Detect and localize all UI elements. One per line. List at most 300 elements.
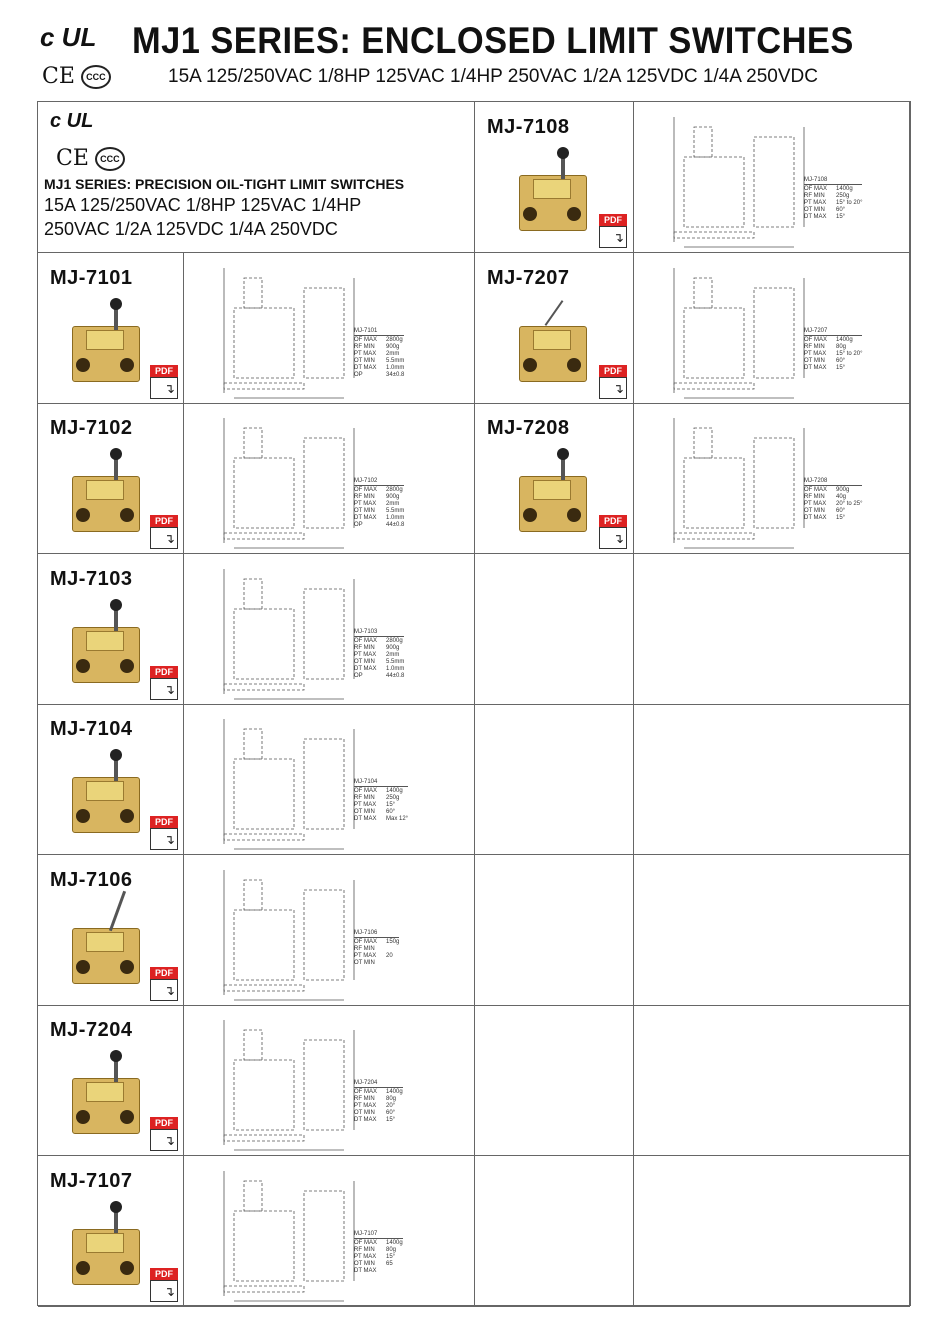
- spec-value: 900g: [386, 645, 400, 651]
- spec-value: 1.0mm: [386, 515, 405, 521]
- spec-key: RF MIN: [804, 193, 825, 199]
- switch-label-plate: [86, 1082, 124, 1102]
- model-label: MJ-7108: [487, 116, 570, 138]
- ul-certification-logo: c UL: [40, 22, 97, 52]
- spec-key: OT MIN: [354, 358, 375, 364]
- spec-row: [804, 207, 862, 214]
- spec-row: [354, 372, 404, 379]
- drawing-outline: [224, 533, 304, 539]
- spec-key: PT MAX: [804, 200, 827, 206]
- drawing-outline: [754, 288, 794, 378]
- spec-key: OF MAX: [354, 1089, 378, 1095]
- ul-certification-logo: c UL: [50, 110, 94, 132]
- spec-key: OT MIN: [354, 659, 375, 665]
- spec-value: 1400g: [836, 186, 853, 192]
- spec-value: 1400g: [386, 1089, 403, 1095]
- empty-cell: [475, 1005, 634, 1156]
- pdf-download-icon[interactable]: [150, 816, 180, 850]
- empty-cell: [634, 855, 910, 1006]
- spec-row: [804, 515, 862, 522]
- pdf-download-icon[interactable]: [150, 1268, 180, 1302]
- limit-switch-photo: [66, 448, 146, 538]
- pdf-download-icon[interactable]: [599, 515, 629, 549]
- drawing-outline: [244, 579, 262, 609]
- spec-key: PT MAX: [354, 953, 377, 959]
- drawing-outline: [244, 1181, 262, 1211]
- spec-row: [354, 1096, 403, 1103]
- spec-key: OF MAX: [354, 487, 378, 493]
- model-label: MJ-7104: [50, 718, 133, 740]
- download-arrow-icon: ↴: [164, 1284, 175, 1299]
- spec-key: OT MIN: [354, 809, 375, 815]
- spec-value: 15° to 20°: [836, 351, 863, 357]
- spec-key: DT MAX: [354, 515, 377, 521]
- spec-row: [354, 939, 399, 946]
- mounting-hole: [120, 1261, 134, 1275]
- spec-value: 60°: [386, 1110, 396, 1116]
- drawing-outline: [244, 1030, 262, 1060]
- spec-table: [354, 930, 399, 967]
- spec-value: 20°: [386, 1103, 396, 1109]
- spec-row: [804, 214, 862, 221]
- switch-label-plate: [86, 330, 124, 350]
- model-label: MJ-7103: [50, 568, 133, 590]
- spec-row: [804, 508, 862, 515]
- drawing-outline: [674, 383, 754, 389]
- spec-key: RF MIN: [804, 494, 825, 500]
- spec-key: OF MAX: [804, 337, 828, 343]
- model-cell-mj-7108: [475, 102, 634, 253]
- dimension-drawing: [204, 1161, 464, 1306]
- spec-value: 2mm: [386, 351, 400, 357]
- spec-table: [354, 779, 408, 823]
- actuator-rod: [545, 300, 564, 326]
- model-label: MJ-7102: [50, 417, 133, 439]
- pdf-download-icon[interactable]: [150, 967, 180, 1001]
- drawing-outline: [224, 985, 304, 991]
- spec-key: RF MIN: [354, 1247, 375, 1253]
- drawing-outline: [694, 428, 712, 458]
- drawing-outline: [684, 157, 744, 227]
- spec-key: DT MAX: [354, 1117, 377, 1123]
- spec-row: [804, 351, 862, 358]
- actuator-roller: [110, 599, 122, 611]
- actuator-roller: [110, 298, 122, 310]
- spec-value: 80g: [836, 344, 847, 350]
- ccc-mark: CCC: [95, 147, 125, 171]
- drawing-outline: [244, 880, 262, 910]
- model-label: MJ-7208: [487, 417, 570, 439]
- switch-label-plate: [533, 480, 571, 500]
- mounting-hole: [120, 960, 134, 974]
- spec-row: [354, 344, 404, 351]
- spec-value: 1.0mm: [386, 365, 405, 371]
- spec-row: [804, 487, 862, 494]
- spec-value: 2800g: [386, 638, 403, 644]
- spec-row: [354, 1103, 403, 1110]
- drawing-outline: [304, 438, 344, 528]
- spec-row: [354, 1117, 403, 1124]
- mounting-hole: [120, 659, 134, 673]
- model-label: MJ-7106: [50, 869, 133, 891]
- spec-row: [354, 645, 404, 652]
- drawing-cell: [184, 253, 475, 404]
- spec-value: 900g: [386, 494, 400, 500]
- pdf-download-icon[interactable]: [150, 1117, 180, 1151]
- mounting-hole: [120, 809, 134, 823]
- model-label: MJ-7204: [50, 1019, 133, 1041]
- spec-value: 1400g: [386, 788, 403, 794]
- empty-cell: [634, 1005, 910, 1156]
- spec-key: RF MIN: [804, 344, 825, 350]
- switch-label-plate: [86, 631, 124, 651]
- spec-row: [354, 802, 408, 809]
- spec-value: 40g: [836, 494, 847, 500]
- drawing-outline: [684, 308, 744, 378]
- pdf-label: PDF: [150, 1268, 178, 1280]
- mounting-hole: [523, 207, 537, 221]
- spec-value: 60°: [836, 207, 846, 213]
- model-cell-mj-7101: [38, 253, 184, 404]
- drawing-outline: [244, 729, 262, 759]
- dimension-drawing: [654, 107, 904, 252]
- spec-row: [804, 358, 862, 365]
- dimension-drawing: [204, 559, 464, 704]
- pdf-label: PDF: [150, 666, 178, 678]
- spec-table-title: MJ-7106: [354, 930, 399, 938]
- model-cell-mj-7204: [38, 1005, 184, 1156]
- limit-switch-photo: [66, 599, 146, 689]
- drawing-outline: [234, 759, 294, 829]
- pdf-download-icon[interactable]: [150, 515, 180, 549]
- drawing-outline: [304, 1040, 344, 1130]
- spec-value: 15°: [386, 802, 396, 808]
- switch-label-plate: [86, 1233, 124, 1253]
- mounting-hole: [76, 960, 90, 974]
- certification-marks: [56, 146, 125, 171]
- drawing-cell: [634, 253, 910, 404]
- pdf-label: PDF: [150, 1117, 178, 1129]
- spec-row: [354, 358, 404, 365]
- model-cell-mj-7103: [38, 554, 184, 705]
- actuator-roller: [110, 1201, 122, 1213]
- drawing-outline: [674, 232, 754, 238]
- spec-row: [354, 494, 404, 501]
- pdf-label: PDF: [150, 967, 178, 979]
- switch-label-plate: [86, 932, 124, 952]
- drawing-outline: [224, 383, 304, 389]
- model-cell-mj-7104: [38, 704, 184, 855]
- ce-mark: CE: [56, 146, 89, 171]
- pdf-label: PDF: [599, 515, 627, 527]
- actuator-roller: [557, 147, 569, 159]
- dimension-drawing: [654, 408, 904, 553]
- spec-key: PT MAX: [354, 652, 377, 658]
- empty-cell: [634, 1156, 910, 1307]
- mounting-hole: [76, 358, 90, 372]
- spec-value: 44±0.8: [386, 673, 405, 679]
- spec-value: 60°: [836, 508, 846, 514]
- spec-key: OF MAX: [354, 939, 378, 945]
- model-label: MJ-7107: [50, 1170, 133, 1192]
- spec-key: OT MIN: [804, 508, 825, 514]
- spec-value: 2800g: [386, 337, 403, 343]
- model-cell-mj-7107: [38, 1156, 184, 1307]
- spec-key: PT MAX: [354, 351, 377, 357]
- download-arrow-icon: ↴: [164, 381, 175, 396]
- intro-ratings-line-1: 15A 125/250VAC 1/8HP 125VAC 1/4HP: [44, 195, 362, 215]
- spec-key: RF MIN: [354, 946, 375, 952]
- spec-value: 80g: [386, 1247, 397, 1253]
- spec-row: [804, 193, 862, 200]
- model-cell-mj-7208: [475, 403, 634, 554]
- spec-key: OF MAX: [804, 186, 828, 192]
- spec-row: [354, 1268, 403, 1275]
- mounting-hole: [523, 358, 537, 372]
- mounting-hole: [76, 659, 90, 673]
- pdf-download-icon[interactable]: [150, 365, 180, 399]
- spec-key: OF MAX: [354, 1240, 378, 1246]
- model-cell-mj-7102: [38, 403, 184, 554]
- mounting-hole: [567, 508, 581, 522]
- mounting-hole: [76, 1110, 90, 1124]
- spec-key: OT MIN: [354, 1110, 375, 1116]
- mounting-hole: [567, 207, 581, 221]
- spec-key: RF MIN: [354, 795, 375, 801]
- spec-value: 1400g: [386, 1240, 403, 1246]
- spec-key: PT MAX: [354, 1103, 377, 1109]
- switch-label-plate: [86, 781, 124, 801]
- spec-key: OT MIN: [354, 1261, 375, 1267]
- spec-row: [354, 1261, 403, 1268]
- spec-row: [354, 337, 404, 344]
- drawing-outline: [684, 458, 744, 528]
- spec-key: PT MAX: [354, 802, 377, 808]
- model-label: MJ-7101: [50, 267, 133, 289]
- drawing-outline: [234, 910, 294, 980]
- drawing-outline: [234, 609, 294, 679]
- spec-key: DT MAX: [804, 214, 827, 220]
- spec-key: DT MAX: [804, 515, 827, 521]
- spec-key: RF MIN: [354, 494, 375, 500]
- spec-key: OP: [354, 522, 363, 528]
- model-cell-mj-7207: [475, 253, 634, 404]
- drawing-outline: [224, 1135, 304, 1141]
- spec-row: [354, 522, 404, 529]
- spec-key: DT MAX: [804, 365, 827, 371]
- spec-value: 15° to 20°: [836, 200, 863, 206]
- spec-key: OP: [354, 673, 363, 679]
- spec-row: [354, 809, 408, 816]
- spec-table-title: MJ-7103: [354, 629, 404, 637]
- dimension-drawing: [204, 258, 464, 403]
- download-arrow-icon: ↴: [164, 682, 175, 697]
- spec-value: 15°: [386, 1117, 396, 1123]
- pdf-label: PDF: [150, 515, 178, 527]
- spec-value: 5.5mm: [386, 659, 405, 665]
- spec-value: 900g: [836, 487, 850, 493]
- spec-row: [354, 946, 399, 953]
- spec-row: [354, 795, 408, 802]
- spec-value: 1400g: [836, 337, 853, 343]
- dimension-drawing: [204, 408, 464, 553]
- spec-key: RF MIN: [354, 645, 375, 651]
- spec-key: OT MIN: [354, 960, 375, 966]
- limit-switch-photo: [66, 298, 146, 388]
- drawing-outline: [694, 278, 712, 308]
- limit-switch-photo: [66, 1050, 146, 1140]
- spec-value: 15°: [386, 1254, 396, 1260]
- spec-row: [354, 666, 404, 673]
- spec-table: [354, 1080, 403, 1124]
- pdf-download-icon[interactable]: [599, 365, 629, 399]
- mounting-hole: [120, 1110, 134, 1124]
- spec-row: [354, 487, 404, 494]
- intro-heading: MJ1 SERIES: PRECISION OIL-TIGHT LIMIT SWITCHES: [44, 176, 405, 192]
- drawing-outline: [694, 127, 712, 157]
- spec-value: 5.5mm: [386, 508, 405, 514]
- spec-table-title: MJ-7104: [354, 779, 408, 787]
- pdf-label: PDF: [150, 365, 178, 377]
- spec-value: 60°: [836, 358, 846, 364]
- limit-switch-photo: [66, 749, 146, 839]
- spec-row: [354, 1110, 403, 1117]
- empty-cell: [475, 1156, 634, 1307]
- download-arrow-icon: ↴: [613, 230, 624, 245]
- page-header: [0, 0, 950, 100]
- limit-switch-photo: [66, 900, 146, 990]
- drawing-outline: [244, 278, 262, 308]
- spec-key: DT MAX: [354, 1268, 377, 1274]
- spec-table-title: MJ-7108: [804, 177, 862, 185]
- mounting-hole: [120, 358, 134, 372]
- spec-table-title: MJ-7107: [354, 1231, 403, 1239]
- drawing-outline: [304, 1191, 344, 1281]
- spec-value: 20: [386, 953, 393, 959]
- actuator-roller: [110, 1050, 122, 1062]
- download-arrow-icon: ↴: [613, 531, 624, 546]
- drawing-outline: [224, 684, 304, 690]
- drawing-outline: [304, 739, 344, 829]
- dimension-drawing: [204, 709, 464, 854]
- certification-marks: [42, 64, 111, 89]
- spec-value: 2mm: [386, 652, 400, 658]
- mounting-hole: [567, 358, 581, 372]
- spec-key: RF MIN: [354, 344, 375, 350]
- download-arrow-icon: ↴: [164, 531, 175, 546]
- product-grid: [37, 101, 911, 1306]
- actuator-roller: [557, 448, 569, 460]
- download-arrow-icon: ↴: [164, 983, 175, 998]
- spec-row: [354, 351, 404, 358]
- spec-table-title: MJ-7204: [354, 1080, 403, 1088]
- spec-value: 15°: [836, 365, 846, 371]
- spec-value: 80g: [386, 1096, 397, 1102]
- spec-row: [354, 960, 399, 967]
- spec-value: 34±0.8: [386, 372, 405, 378]
- model-cell-mj-7106: [38, 855, 184, 1006]
- spec-row: [354, 501, 404, 508]
- page-title: MJ1 SERIES: ENCLOSED LIMIT SWITCHES: [132, 20, 854, 61]
- spec-row: [804, 501, 862, 508]
- intro-ratings-line-2: 250VAC 1/2A 125VDC 1/4A 250VDC: [44, 219, 338, 239]
- spec-key: OF MAX: [804, 487, 828, 493]
- spec-key: OT MIN: [804, 358, 825, 364]
- drawing-outline: [754, 438, 794, 528]
- empty-cell: [634, 704, 910, 855]
- mounting-hole: [120, 508, 134, 522]
- pdf-download-icon[interactable]: [150, 666, 180, 700]
- spec-row: [804, 344, 862, 351]
- spec-value: 250g: [386, 795, 400, 801]
- actuator-roller: [110, 749, 122, 761]
- drawing-outline: [224, 1286, 304, 1292]
- drawing-outline: [304, 890, 344, 980]
- drawing-outline: [224, 834, 304, 840]
- intro-cell: [38, 102, 475, 253]
- spec-key: PT MAX: [804, 501, 827, 507]
- spec-row: [354, 365, 404, 372]
- spec-value: 2800g: [386, 487, 403, 493]
- spec-value: 900g: [386, 344, 400, 350]
- ccc-mark: CCC: [81, 65, 111, 89]
- spec-row: [804, 365, 862, 372]
- spec-key: DT MAX: [354, 365, 377, 371]
- switch-label-plate: [533, 330, 571, 350]
- drawing-cell: [184, 1005, 475, 1156]
- spec-row: [354, 953, 399, 960]
- spec-row: [354, 1254, 403, 1261]
- spec-row: [804, 186, 862, 193]
- limit-switch-photo: [513, 298, 593, 388]
- spec-row: [354, 515, 404, 522]
- spec-key: OT MIN: [804, 207, 825, 213]
- spec-value: 15°: [836, 515, 846, 521]
- spec-row: [804, 200, 862, 207]
- dimension-drawing: [204, 1010, 464, 1155]
- spec-row: [354, 652, 404, 659]
- limit-switch-photo: [513, 147, 593, 237]
- drawing-outline: [234, 458, 294, 528]
- spec-table-title: MJ-7101: [354, 328, 404, 336]
- drawing-outline: [674, 533, 754, 539]
- spec-table: [804, 328, 862, 372]
- spec-value: 20° to 25°: [836, 501, 863, 507]
- drawing-outline: [304, 589, 344, 679]
- spec-value: 250g: [836, 193, 850, 199]
- spec-value: 65: [386, 1261, 393, 1267]
- drawing-outline: [754, 137, 794, 227]
- spec-value: 1.0mm: [386, 666, 405, 672]
- model-label: MJ-7207: [487, 267, 570, 289]
- drawing-outline: [244, 428, 262, 458]
- spec-value: 15°: [836, 214, 846, 220]
- drawing-cell: [184, 554, 475, 705]
- spec-table-title: MJ-7207: [804, 328, 862, 336]
- mounting-hole: [523, 508, 537, 522]
- ce-mark: CE: [42, 64, 75, 89]
- pdf-download-icon[interactable]: [599, 214, 629, 248]
- drawing-cell: [184, 704, 475, 855]
- drawing-outline: [234, 1060, 294, 1130]
- dimension-drawing: [204, 860, 464, 1005]
- spec-key: OF MAX: [354, 337, 378, 343]
- pdf-label: PDF: [599, 365, 627, 377]
- empty-cell: [634, 554, 910, 705]
- pdf-label: PDF: [599, 214, 627, 226]
- spec-key: DT MAX: [354, 666, 377, 672]
- spec-value: Max 12°: [386, 816, 409, 822]
